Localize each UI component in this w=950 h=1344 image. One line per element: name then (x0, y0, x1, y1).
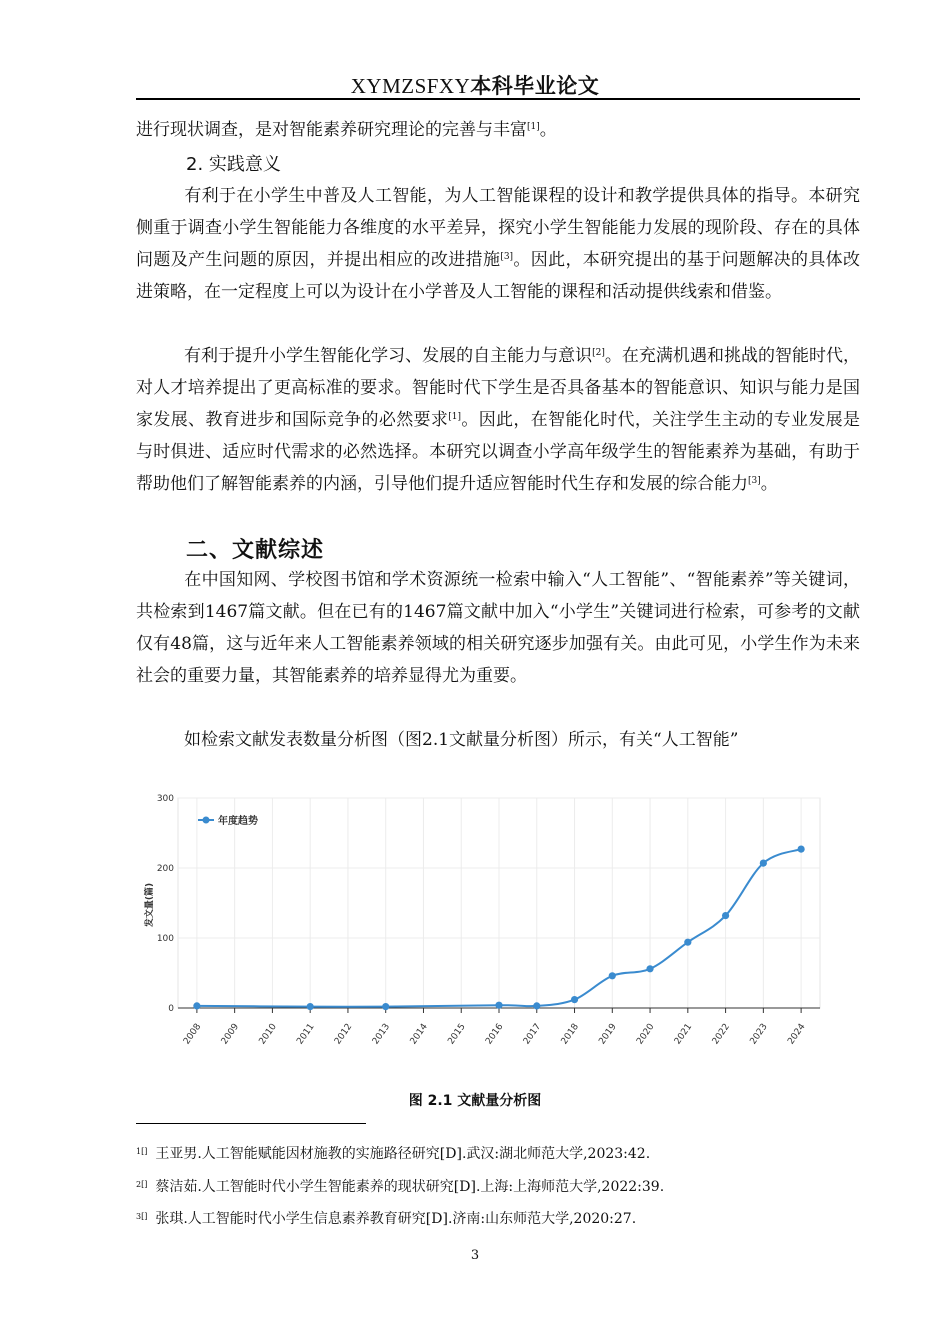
header-prefix: XYMZSFXY (350, 74, 471, 98)
paragraph-top (136, 114, 860, 146)
page-header-title (0, 70, 950, 100)
y-tick-label: 200 (156, 864, 174, 874)
data-point-2008 (193, 1002, 200, 1009)
heading-literature-review: 二、文献综述 (186, 538, 325, 563)
figure-caption: 图 2.1 文献量分析图 (408, 1093, 542, 1109)
x-tick-label: 2016 (484, 1021, 506, 1047)
x-tick-label: 2012 (333, 1021, 355, 1047)
footnote-3 (136, 1208, 860, 1228)
x-tick-label: 2008 (182, 1021, 204, 1047)
paragraph-practice-2-text: 有利于提升小学生智能化学习、发展的自主能力与意识 (184, 346, 593, 366)
y-tick-label: 0 (168, 1004, 174, 1014)
footnote-text: 蔡洁茹.人工智能时代小学生智能素养的现状研究[D].上海:上海师范大学,2022:39. (155, 1179, 665, 1195)
footnote-marker: 1[] (136, 1147, 148, 1156)
x-tick-label: 2019 (597, 1021, 619, 1047)
footnote-1 (136, 1143, 860, 1163)
data-point-2019 (609, 972, 616, 979)
paragraph-review-2-text: 如检索文献发表数量分析图（图2.1文献量分析图）所示，有关“人工智能” (184, 730, 739, 750)
x-tick-label: 2014 (408, 1021, 430, 1047)
citation: [3] (748, 476, 761, 486)
header-suffix: 本科毕业论文 (470, 74, 600, 98)
footnote-2 (136, 1176, 860, 1196)
paragraph-practice-2-text2: 。在充满机遇和挑战的智能时代，对人才培养提出了更高标准的要求。智能时代下学生是否具备基本的智能意识、知识与能力是国家发展、教育进步和国际竞争的必然要求 (136, 346, 860, 430)
footnote-text: 王亚男.人工智能赋能因材施教的实施路径研究[D].武汉:湖北师范大学,2023:42. (155, 1146, 651, 1162)
legend-marker-icon (203, 817, 210, 824)
y-axis-label: 发文量(篇) (145, 882, 155, 928)
data-point-2017 (533, 1002, 540, 1009)
data-point-2011 (307, 1003, 314, 1010)
x-tick-label: 2020 (635, 1021, 657, 1047)
paragraph-practice-1-text2: 。因此，本研究提出的基于问题解决的具体改进策略，在一定程度上可以为设计在小学普及人工智能的课程和活动提供线索和借鉴。 (136, 250, 861, 302)
x-axis-ticks (182, 1008, 808, 1046)
data-point-2016 (495, 1002, 502, 1009)
x-tick-label: 2011 (295, 1021, 317, 1047)
data-point-2022 (722, 912, 729, 919)
x-tick-label: 2013 (370, 1021, 393, 1047)
x-tick-label: 2010 (257, 1021, 279, 1047)
footnote-marker: 3[] (136, 1212, 148, 1221)
footnote-marker: 2[] (136, 1180, 148, 1189)
citation: [2] (592, 348, 605, 358)
x-tick-label: 2023 (748, 1021, 770, 1047)
paragraph-practice-1 (136, 180, 860, 308)
paragraph-review-1-text: 在中国知网、学校图书馆和学术资源统一检索中输入“人工智能”、“智能素养”等关键词，共检索到1467篇文献。但在已有的1467篇文献中加入“小学生”关键词进行检索，可参考的文献仅有48篇，这与近年来人工智能素养领域的相关研究逐步加强有关。由此可见，小学生作为未来社会的重要力量，其智能素养的培养显得尤为重要。 (136, 570, 860, 686)
x-tick-label: 2018 (559, 1021, 581, 1047)
y-tick-label: 300 (156, 794, 174, 804)
citation: [3] (500, 252, 514, 262)
paragraph-review-1 (136, 564, 860, 692)
paragraph-top-tail: 。 (539, 120, 557, 140)
paragraph-practice-2-text4: 。 (760, 474, 778, 494)
header-rule (136, 98, 860, 100)
data-point-2024 (798, 846, 805, 853)
data-point-2013 (382, 1003, 389, 1010)
paragraph-practice-2-text3: 。因此，在智能化时代，关注学生主动的专业发展是与时俱进、适应时代需求的必然选择。本研究以调查小学高年级学生的智能素养为基础，有助于帮助他们了解智能素养的内涵，引导他们提升适应智能时代生存和发展的综合能力 (136, 410, 861, 494)
y-tick-label: 100 (156, 934, 174, 944)
citation: [1] (527, 122, 540, 132)
footnote-text: 张琪.人工智能时代小学生信息素养教育研究[D].济南:山东师范大学,2020:27. (155, 1211, 637, 1227)
x-tick-label: 2017 (521, 1021, 544, 1047)
footnote-rule (136, 1123, 366, 1124)
paragraph-review-2 (136, 724, 860, 756)
citation: [1] (448, 412, 462, 422)
data-point-2023 (760, 860, 767, 867)
x-tick-label: 2009 (219, 1021, 242, 1047)
paragraph-practice-1-text: 有利于在小学生中普及人工智能，为人工智能课程的设计和教学提供具体的指导。本研究侧重于调查小学生智能能力各维度的水平差异，探究小学生智能能力发展的现阶段、存在的具体问题及产生问题的原因，并提出相应的改进措施 (136, 186, 860, 270)
paragraph-practice-2 (136, 340, 860, 500)
data-point-2021 (684, 939, 691, 946)
data-point-2018 (571, 996, 578, 1003)
literature-trend-chart (130, 785, 830, 1085)
x-tick-label: 2022 (710, 1021, 733, 1047)
heading-practice-significance: 2. 实践意义 (186, 154, 281, 175)
y-axis-ticks (157, 794, 174, 1014)
x-tick-label: 2024 (786, 1021, 808, 1047)
page-number: 3 (470, 1248, 480, 1263)
paragraph-top-text: 进行现状调查，是对智能素养研究理论的完善与丰富 (136, 120, 527, 140)
legend-label: 年度趋势 (218, 816, 258, 827)
x-tick-label: 2015 (446, 1021, 468, 1047)
data-point-2020 (646, 965, 653, 972)
x-tick-label: 2021 (672, 1021, 695, 1047)
